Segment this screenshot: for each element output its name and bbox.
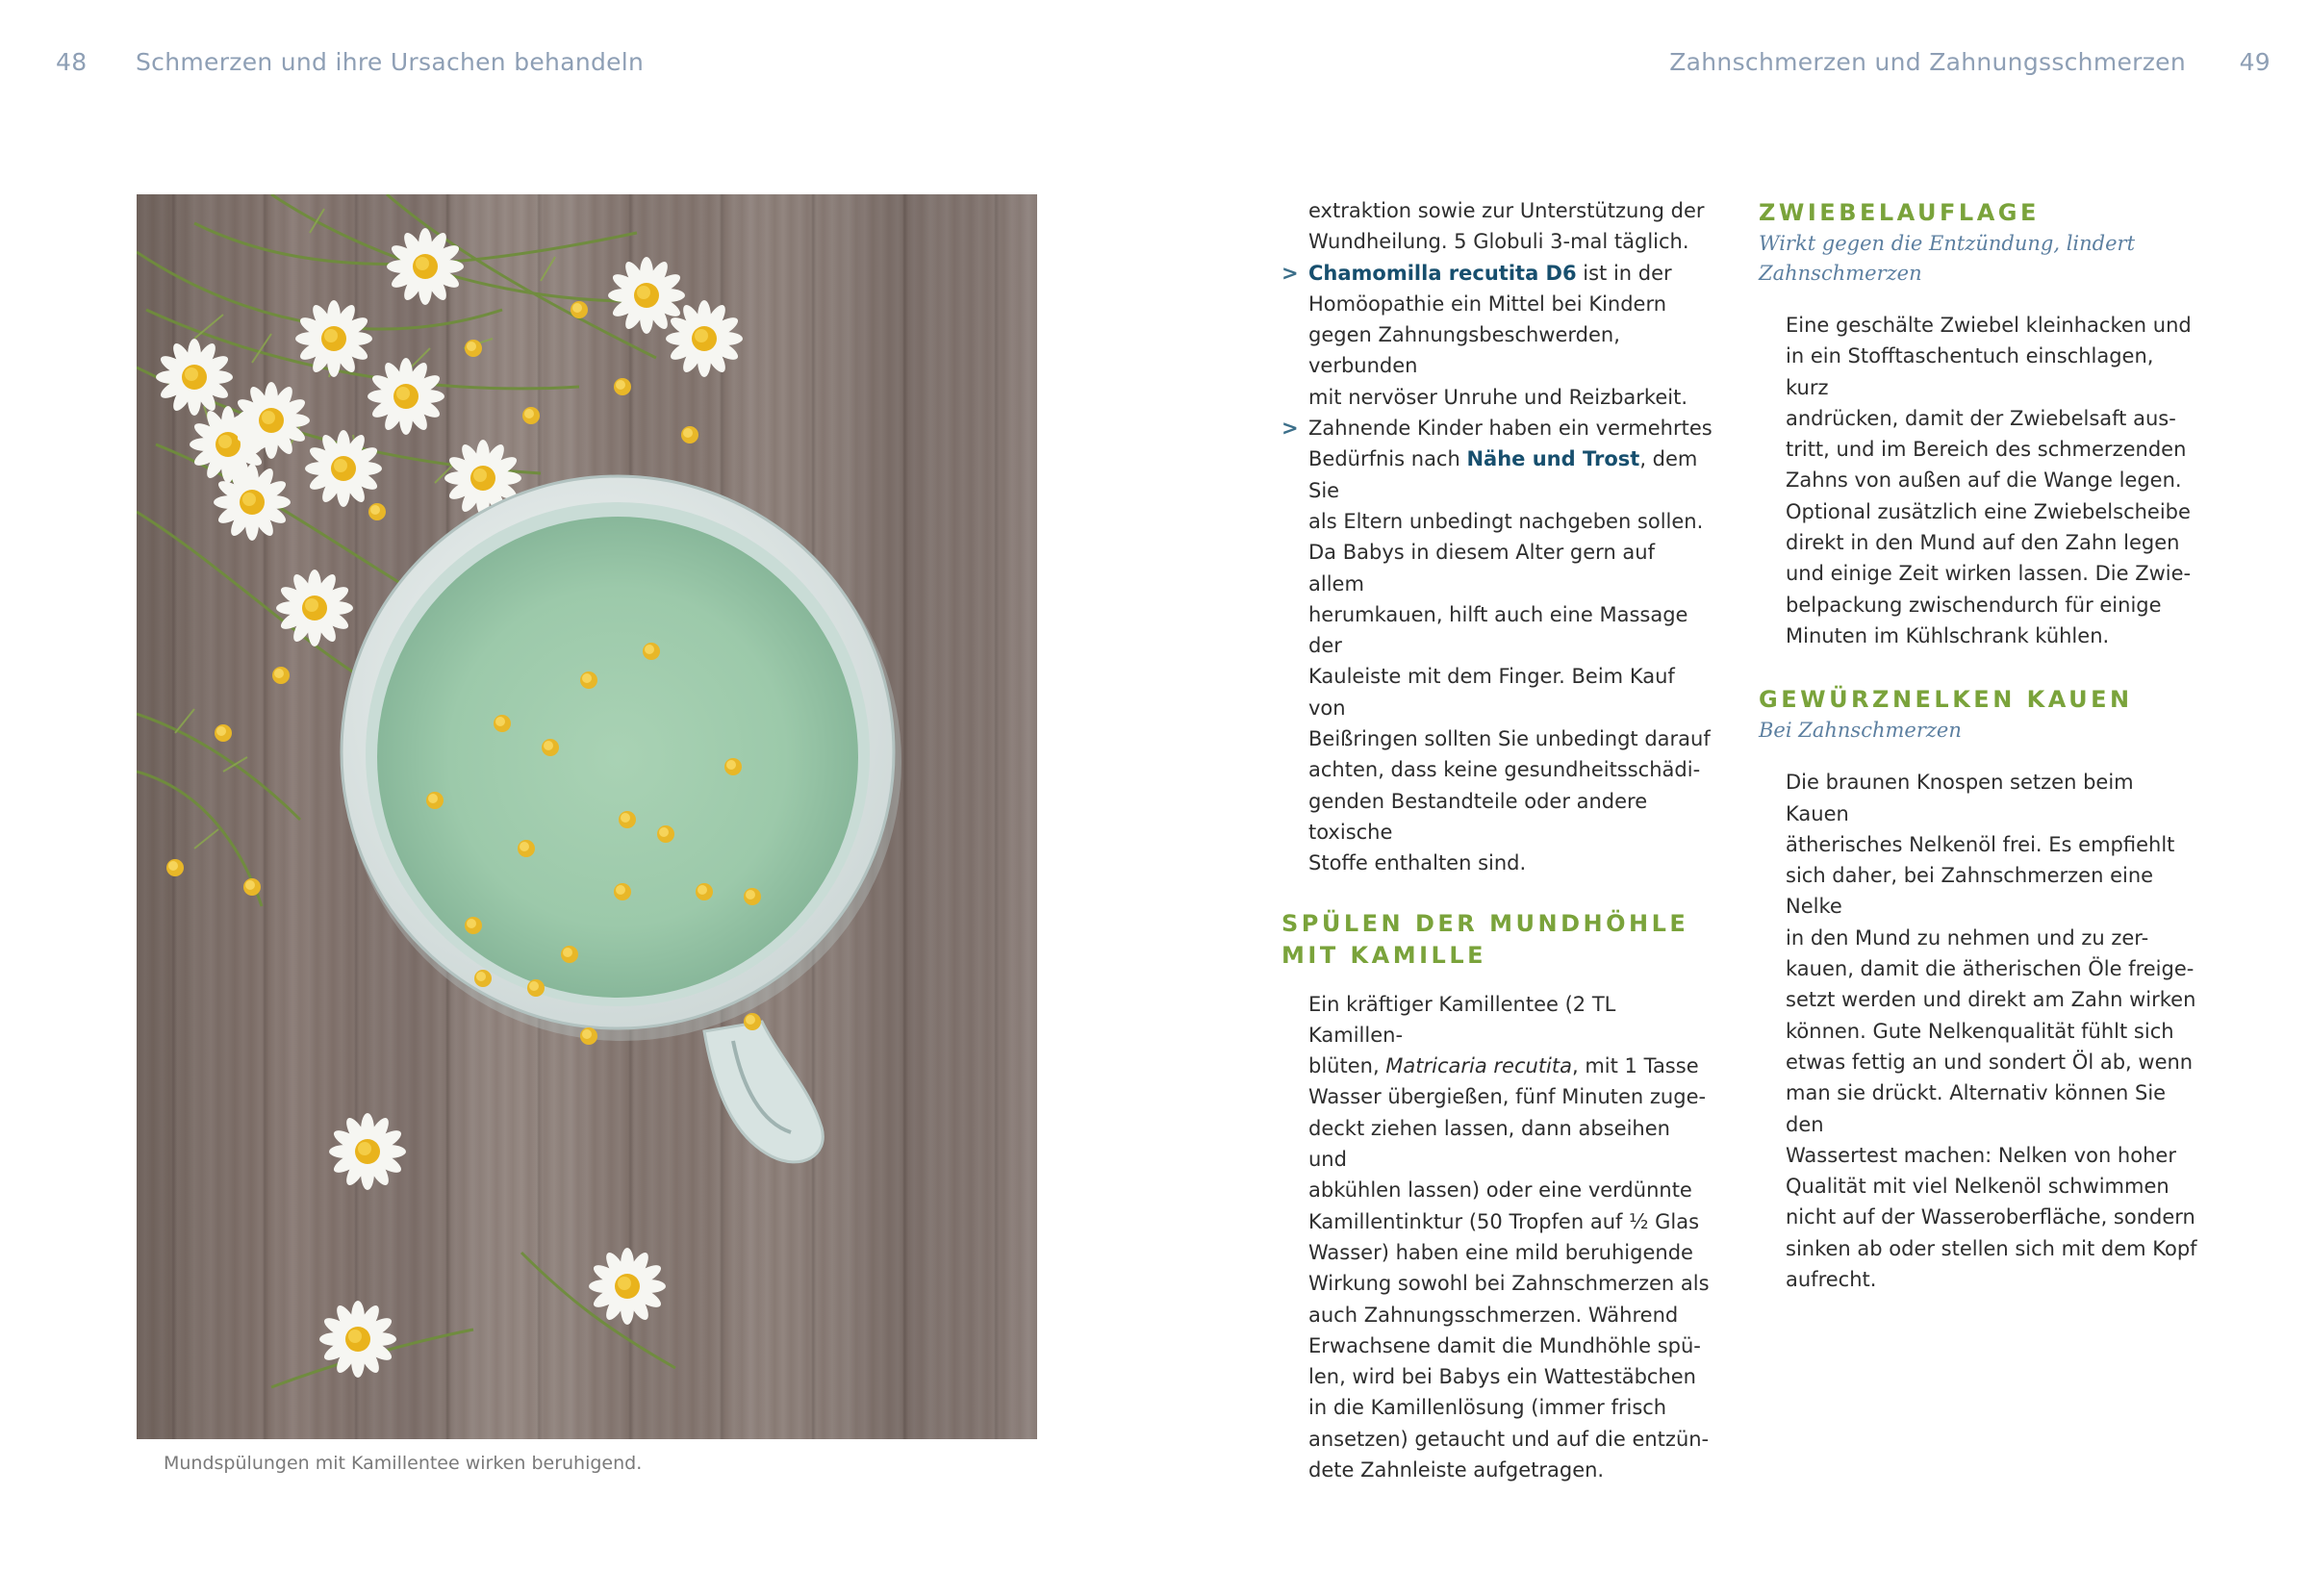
text-line: kauen, damit die ätherischen Öle freige- — [1786, 957, 2195, 981]
text-line: deckt ziehen lassen, dann abseihen und — [1308, 1116, 1670, 1172]
text-line: Wassertest machen: Nelken von hoher — [1786, 1143, 2176, 1167]
heading-line: MIT KAMILLE — [1281, 941, 1487, 969]
text-line: Eine geschälte Zwiebel kleinhacken und — [1786, 314, 2192, 337]
text-line: herumkauen, hilft auch eine Massage der — [1308, 602, 1688, 658]
latin-name: Matricaria recutita — [1385, 1054, 1572, 1078]
text-line: Wundheilung. 5 Globuli 3-mal täglich. — [1308, 230, 1689, 254]
text-line: sinken ab oder stellen sich mit dem Kopf — [1786, 1236, 2197, 1260]
text-line: belpackung zwischendurch für einige — [1786, 593, 2162, 617]
text-line: und einige Zeit wirken lassen. Die Zwie- — [1786, 562, 2192, 586]
continuation-text — [1308, 195, 1713, 258]
text-line: Kamillentinktur (50 Tropfen auf ½ Glas — [1308, 1209, 1700, 1233]
text-line: Zahnende Kinder haben ein vermehrtes — [1308, 417, 1713, 441]
text-line: andrücken, damit der Zwiebelsaft aus- — [1786, 406, 2176, 430]
text-line: Zahns von außen auf die Wange legen. — [1786, 469, 2182, 493]
text-line: Erwachsene damit die Mundhöhle spü- — [1308, 1333, 1701, 1357]
section-heading-kamille — [1281, 908, 1713, 972]
text-line: Ein kräftiger Kamillentee (2 TL Kamillen- — [1308, 992, 1616, 1047]
paragraph-nelken — [1759, 767, 2201, 1295]
text-line: genden Bestandteile oder andere toxische — [1308, 789, 1648, 844]
text-fragment: , mit 1 Tasse — [1572, 1054, 1699, 1078]
text-line: Stoffe enthalten sind. — [1308, 851, 1527, 875]
text-line — [1308, 443, 1713, 506]
text-fragment: Bedürfnis nach — [1308, 447, 1467, 471]
text-line: achten, dass keine gesundheitsschädi- — [1308, 758, 1701, 782]
text-line: Qualität mit viel Nelkenöl schwimmen — [1786, 1175, 2169, 1199]
photo-illustration — [137, 194, 1037, 1439]
text-line: ansetzen) getaucht und auf die entzün- — [1308, 1427, 1710, 1451]
text-column-1 — [1281, 195, 1713, 1485]
highlight-chamomilla: Chamomilla recutita D6 — [1308, 261, 1577, 285]
text-line — [1308, 1051, 1713, 1081]
text-line: Kauleiste mit dem Finger. Beim Kauf von — [1308, 665, 1675, 720]
text-line: Wirkung sowohl bei Zahnschmerzen als — [1308, 1272, 1710, 1296]
chamomile-tea-photo — [137, 194, 1037, 1439]
text-column-2 — [1759, 195, 2201, 1295]
text-line: Minuten im Kühlschrank kühlen. — [1786, 623, 2110, 647]
page-number-right: 49 — [2239, 48, 2271, 76]
highlight-naehe-trost: Nähe und Trost — [1466, 447, 1640, 471]
text-line: in ein Stofftaschentuch einschlagen, kurz — [1786, 344, 2154, 399]
text-line: nicht auf der Wasseroberfläche, sondern — [1786, 1205, 2195, 1229]
bullet-item-naehe-trost — [1281, 413, 1713, 878]
figure-caption: Mundspülungen mit Kamillentee wirken beruhigend. — [164, 1453, 643, 1474]
running-head-right: Zahnschmerzen und Zahnungsschmerzen — [1669, 48, 2186, 76]
bullet-item-chamomilla — [1281, 258, 1713, 413]
heading-line: SPÜLEN DER MUNDHÖHLE — [1281, 909, 1689, 937]
text-line: Homöopathie ein Mittel bei Kindern — [1308, 291, 1667, 316]
text-line: Wasser übergießen, fünf Minuten zuge- — [1308, 1085, 1707, 1109]
text-line: in die Kamillenlösung (immer frisch — [1308, 1396, 1667, 1420]
bullet-chevron-icon: > — [1281, 261, 1299, 285]
subtitle-line: Wirkt gegen die Entzündung, lindert — [1759, 232, 2136, 255]
text-fragment: ist in der — [1576, 261, 1672, 285]
text-fragment: blüten, — [1308, 1054, 1386, 1078]
text-line: in den Mund zu nehmen und zu zer- — [1786, 925, 2149, 950]
text-line — [1308, 258, 1713, 289]
subtitle-nelken: Bei Zahnschmerzen — [1759, 719, 1962, 743]
text-line: auch Zahnungsschmerzen. Während — [1308, 1303, 1679, 1327]
text-line: Beißringen sollten Sie unbedingt darauf — [1308, 727, 1711, 751]
text-fragment: , dem Sie — [1308, 447, 1698, 502]
text-line: direkt in den Mund auf den Zahn legen — [1786, 531, 2180, 555]
text-line: Wasser) haben eine mild beruhigende — [1308, 1240, 1693, 1264]
subtitle-line: Zahnschmerzen — [1759, 262, 1922, 285]
text-line: Da Babys in diesem Alter gern auf allem — [1308, 541, 1655, 595]
text-line: können. Gute Nelkenqualität fühlt sich — [1786, 1019, 2174, 1043]
running-head-left: Schmerzen und ihre Ursachen behandeln — [136, 48, 645, 76]
text-line: sich daher, bei Zahnschmerzen eine Nelke — [1786, 864, 2154, 919]
text-line: aufrecht. — [1786, 1268, 1877, 1292]
text-line: dete Zahnleiste aufgetragen. — [1308, 1457, 1605, 1482]
bullet-chevron-icon: > — [1281, 417, 1299, 441]
text-line: Die braunen Knospen setzen beim Kauen — [1786, 771, 2134, 825]
paragraph-zwiebel — [1759, 310, 2201, 651]
text-line: abkühlen lassen) oder eine verdünnte — [1308, 1178, 1692, 1203]
text-line: tritt, und im Bereich des schmerzenden — [1786, 438, 2187, 462]
text-line: mit nervöser Unruhe und Reizbarkeit. — [1308, 385, 1687, 409]
text-line: Optional zusätzlich eine Zwiebelscheibe — [1786, 499, 2191, 523]
text-line: man sie drückt. Alternativ können Sie den — [1786, 1081, 2167, 1136]
section-heading-nelken: GEWÜRZNELKEN KAUEN — [1759, 686, 2133, 714]
section-heading-zwiebel: ZWIEBELAUFLAGE — [1759, 199, 2040, 226]
text-line: setzt werden und direkt am Zahn wirken — [1786, 988, 2196, 1012]
text-line: als Eltern unbedingt nachgeben sollen. — [1308, 509, 1704, 533]
page-number-left: 48 — [56, 48, 88, 76]
paragraph-kamille — [1308, 989, 1713, 1486]
subtitle-zwiebel — [1759, 229, 2201, 289]
text-line: gegen Zahnungsbeschwerden, verbunden — [1308, 323, 1620, 378]
text-line: extraktion sowie zur Unterstützung der — [1308, 199, 1705, 222]
text-line: len, wird bei Babys ein Wattestäbchen — [1308, 1365, 1696, 1389]
text-line: ätherisches Nelkenöl frei. Es empfiehlt — [1786, 832, 2175, 856]
text-line: etwas fettig an und sondert Öl ab, wenn — [1786, 1050, 2194, 1074]
